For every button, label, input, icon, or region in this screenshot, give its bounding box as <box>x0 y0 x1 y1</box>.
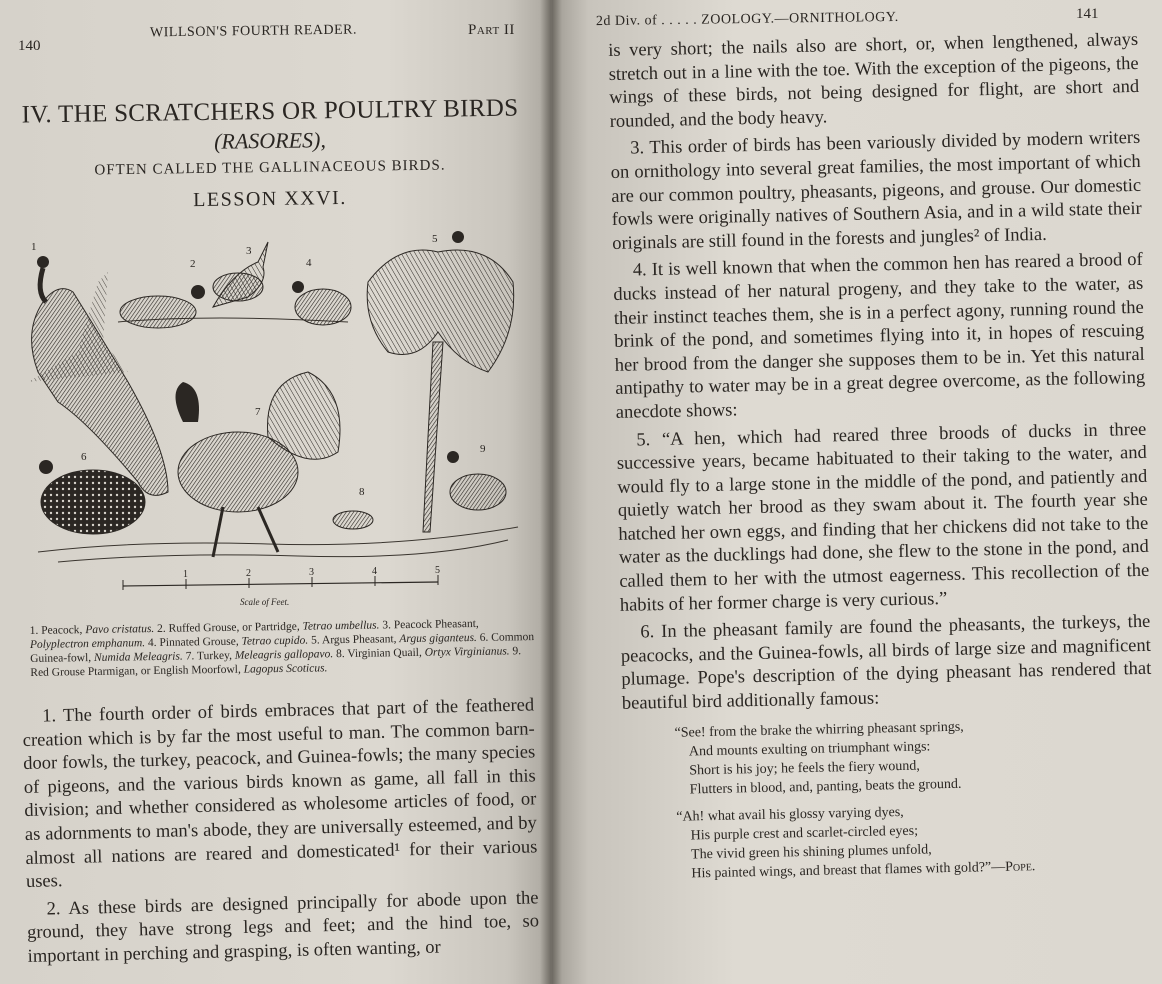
right-body-text <box>608 29 1156 885</box>
bird-number-label: 9 <box>480 443 486 455</box>
poem-stanza <box>676 797 1155 883</box>
scale-tick-label: 4 <box>372 566 377 577</box>
bird-number-label: 5 <box>432 233 438 245</box>
pinnated-grouse-illustration <box>292 281 351 325</box>
bird-number-label: 3 <box>246 245 252 257</box>
scale-tick-label: 2 <box>246 568 251 579</box>
scale-tick-label: 1 <box>183 569 188 580</box>
poem-line: The vivid green his shining plumes unfold, <box>690 842 932 863</box>
poem-line: “See! from the brake the whirring pheasant springs, <box>674 719 964 741</box>
caption-item: 1. Peacock, Pavo cristatus. <box>29 623 155 637</box>
bird-number-label: 8 <box>359 486 365 498</box>
poem-line: Short is his joy; he feels the fiery wound, <box>689 758 921 779</box>
caption-item: 5. Argus Pheasant, Argus giganteus. <box>310 631 477 647</box>
running-head-left: WILLSON'S FOURTH READER. <box>149 22 358 41</box>
caption-item: 8. Virginian Quail, Ortyx Virginianus. <box>335 645 510 661</box>
scale-tick-label: 5 <box>435 565 440 576</box>
turkey-illustration <box>176 372 341 557</box>
red-grouse-illustration <box>447 451 506 510</box>
bird-number-label: 7 <box>255 406 261 418</box>
scale-tick-label: 3 <box>309 567 314 578</box>
left-body-text <box>22 694 540 969</box>
page-number-left: 140 <box>18 38 41 54</box>
chapter-alt-title: OFTEN CALLED THE GALLINACEOUS BIRDS. <box>94 157 446 179</box>
bird-number-label: 4 <box>306 257 312 269</box>
birds-engraving <box>18 222 523 612</box>
poem-line: And mounts exulting on triumphant wings: <box>688 739 931 760</box>
poem-line: “Ah! what avail his glossy varying dyes, <box>676 804 904 825</box>
paragraph: 6. In the pheasant family are found the pheasants, the turkeys, the peacocks, and the Guinea-fowls, all birds of large size and magnificent plumage. Pope's description of the dying pheasant has rendered that beautiful bird additionally famous: <box>620 612 1152 714</box>
running-head-right: 2d Div. of . . . . . ZOOLOGY.—ORNITHOLOGY. <box>595 9 899 30</box>
book-gutter <box>540 0 562 984</box>
poem-attribution: Pope. <box>1005 858 1036 875</box>
paragraph: 3. This order of birds has been variously divided by modern writers on ornithology into several great families, the most important of which are our common poultry, pheasants, pigeons, and grouse. Our domestic fowls were originally natives of Southern Asia, and in a wild state their originals are still found in the forests and jungles² of India. <box>610 128 1142 254</box>
page-number-right: 141 <box>1076 6 1099 22</box>
paragraph: 4. It is well known that when the common hen has reared a brood of ducks instead of her natural progeny, and they take to the water, as their instinct teaches them, she is in a perfect agony, running round the brink of the pond, and sometimes flying into it, in hopes of rescuing her brood from the danger she supposes them to be in. Yet this natural antipathy to water may be in a great degree overcome, as the following anecdote shows: <box>613 250 1146 423</box>
caption-item: 9. Red Grouse Ptarmigan, or English Moorfowl, Lagopus Scoticus. <box>30 645 522 679</box>
caption-item: 6. Common Guinea-fowl, Numida Meleagris. <box>30 631 535 665</box>
chapter-subtitle: (RASORES), <box>213 127 327 154</box>
scale-bar <box>123 575 438 590</box>
peacock-pheasant-illustration <box>213 242 268 307</box>
figure-caption <box>30 616 536 680</box>
lesson-heading: LESSON XXVI. <box>193 186 347 212</box>
caption-item: 4. Pinnated Grouse, Tetrao cupido. <box>147 634 309 650</box>
quail-illustration <box>333 511 373 529</box>
peacock-illustration <box>28 256 168 495</box>
paragraph: 2. As these birds are designed principally for abode upon the ground, they have strong legs and feet; and the hind toe, so important in perching and grasping, is often wanting, or <box>26 888 540 967</box>
paragraph: 1. The fourth order of birds embraces that part of the feathered creation which is by far the most useful to man. The common barn-door fowls, the turkey, peacock, and Guinea-fowls; the many species of pigeons, and the various birds known as game, all fall in this division; and whether considered as wholesome articles of food, or as adornments to man's abode, they are universally esteemed, and by almost all nations are reared and domesticated¹ for their various uses. <box>22 695 538 893</box>
paragraph: 5. “A hen, which had reared three broods of ducks in three successive years, became habituated to their taking to the water, and would fly to a large stone in the middle of the pond, and patiently and quietly watch her brood as they swam about it. The fourth year she hatched her own eggs, and finding that her chickens did not take to the water as the ducklings had done, she flew to the stone in the pond, and called them to her with the utmost eagerness. This recollection of the habits of her former charge is very curious.” <box>616 419 1150 616</box>
ruffed-grouse-illustration <box>120 285 205 328</box>
caption-item: 7. Turkey, Meleagris gallopavo. <box>185 648 334 663</box>
poem-quotation <box>674 713 1155 883</box>
left-page <box>0 0 552 984</box>
paragraph: is very short; the nails also are short, or, when lengthened, always stretch out in a line with the toe. With the exception of the pigeons, the wings of these birds, not being designed for flight, are short and rounded, and the body heavy. <box>608 29 1140 132</box>
chapter-title: IV. THE SCRATCHERS OR POULTRY BIRDS <box>21 94 519 129</box>
scale-label: Scale of Feet. <box>240 597 290 607</box>
caption-item: 2. Ruffed Grouse, or Partridge, Tetrao umbellus. <box>157 619 380 635</box>
poem-line: His painted wings, and breast that flames with gold?”—Pope. <box>691 858 1036 882</box>
part-label: Part II <box>468 22 515 38</box>
poem-line: Flutters in blood, and, panting, beats the ground. <box>689 776 962 798</box>
poem-line: His purple crest and scarlet-circled eyes; <box>690 823 919 844</box>
bird-number-label: 6 <box>81 451 87 463</box>
caption-item: 3. Peacock Pheasant, Polyplectron emphanum. <box>29 617 479 651</box>
bird-number-label: 2 <box>190 258 196 270</box>
bird-number-label: 1 <box>31 241 37 253</box>
poem-stanza <box>674 713 1153 799</box>
